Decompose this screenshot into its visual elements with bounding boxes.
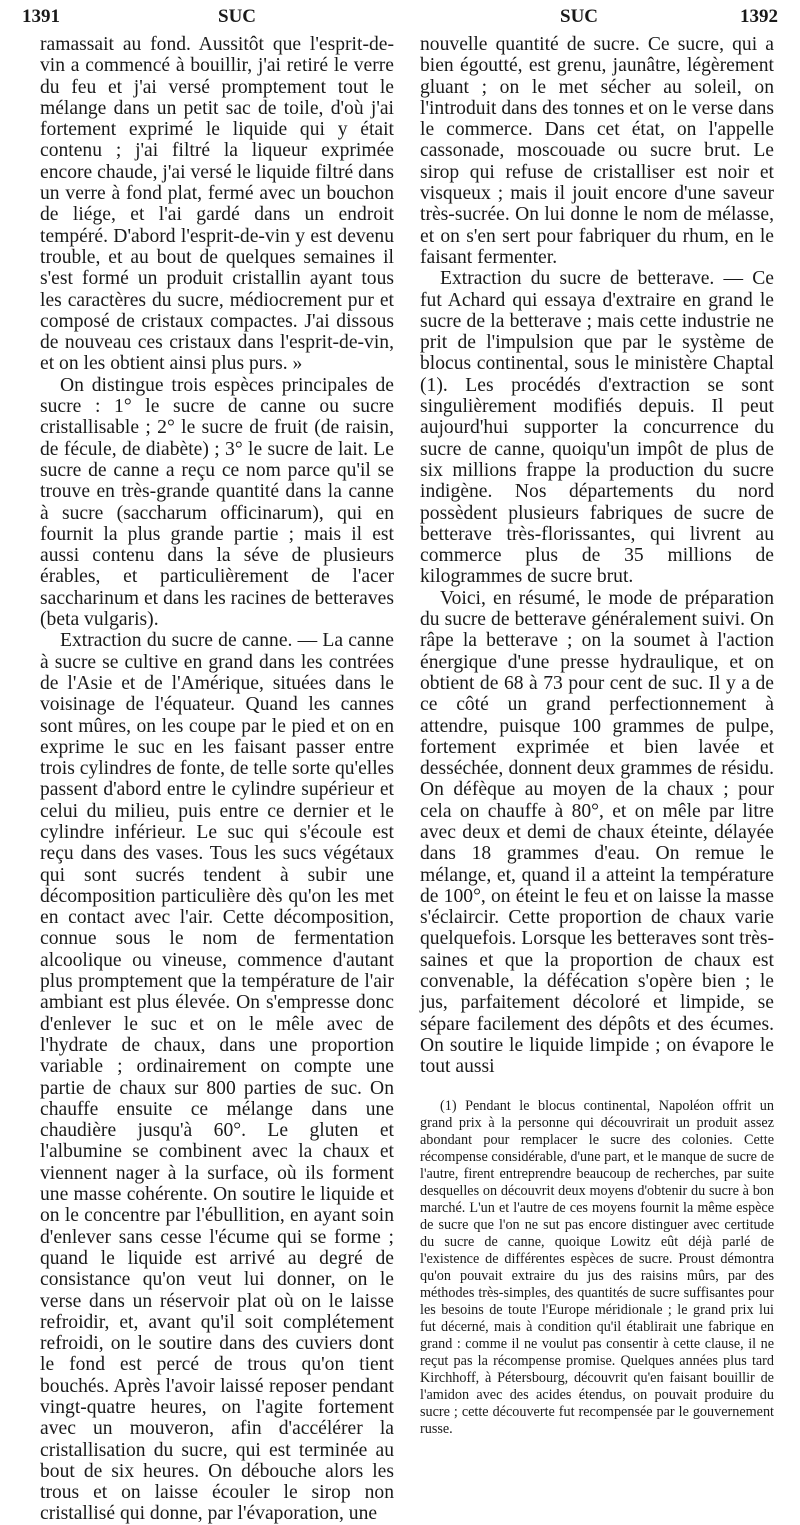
right-column (420, 34, 774, 1438)
footnote: (1) Pendant le blocus continental, Napoléon offrit un grand prix à la personne qui découvrirait un produit assez abondant pour remplacer le sucre des colonies. Cette récompense considérable, d'une part, et le manque de sucre de l'autre, firent entreprendre beaucoup de recherches, par suite desquelles on découvrit deux moyens d'obtenir du sucre à bon marché. L'un et l'autre de ces moyens fournit la même espèce de sucre que l'on ne sut pas encore distinguer avec certitude du sucre de canne, quoique Lowitz eût déjà parlé de l'existence de différentes espèces de sucre. Proust démontra qu'on pouvait extraire du jus des raisins mûrs, par des méthodes très-simples, des quantités de sucre suffisantes pour les besoins de toute l'Europe méridionale ; le grand prix lui fut décerné, mais à condition qu'il établirait une fabrique en grand : comme il ne voulut pas consentir à cette clause, il ne reçut pas la récompense promise. Quelques années plus tard Kirchhoff, à Pétersbourg, découvrit qu'en faisant bouillir de l'amidon avec des acides étendus, on pouvait produire du sucre ; cette découverte fut recompensée par le gouvernement russe. (420, 1097, 774, 1437)
paragraph: On distingue trois espèces principales de sucre : 1° le sucre de canne ou sucre cristallisable ; 2° le sucre de fruit (de raisin, de fécule, de diabète) ; 3° le sucre de lait. Le sucre de canne a reçu ce nom parce qu'il se trouve en très-grande quantité dans la canne à sucre (saccharum officinarum), qui en fournit la plus grande partie ; mais il est aussi contenu dans la séve de plusieurs érables, et particulièrement de l'acer saccharinum et dans les racines de betteraves (beta vulgaris). (40, 374, 394, 631)
footnotes (420, 1098, 774, 1438)
left-page-number: 1391 (22, 6, 60, 27)
paragraph: Extraction du sucre de betterave. — Ce fut Achard qui essaya d'extraire en grand le sucre de la betterave ; mais cette industrie ne prit de l'impulsion que par le système de blocus continental, sous le ministère Chaptal (1). Les procédés d'extraction se sont singulièrement modifiés depuis. Il peut aujourd'hui supporter la concurrence du sucre de canne, quoiqu'un impôt de plus de six millions frappe la production du sucre indigène. Nos départements du nord possèdent plusieurs fabriques de sucre de betterave très-florissantes, qui livrent au commerce plus de 35 millions de kilogrammes de sucre brut. (420, 268, 774, 588)
right-running-title: SUC (560, 6, 599, 27)
paragraph: ramassait au fond. Aussitôt que l'esprit-de-vin a commencé à bouillir, j'ai retiré le verre du feu et j'ai versé promptement tout le mélange dans un petit sac de toile, d'où j'ai fortement exprimé le liquide qui y était contenu ; j'ai filtré la liqueur exprimée encore chaude, j'ai versé le liquide filtré dans un verre à fond plat, fermé avec un bouchon de liége, et l'ai gardé dans un endroit tempéré. D'abord l'esprit-de-vin y est devenu trouble, et au bout de quelques semaines il s'est formé un produit cristallin ayant tous les caractères du sucre, médiocrement pur et composé de cristaux compactes. J'ai dissous de nouveau ces cristaux dans l'esprit-de-vin, et on les obtient ainsi plus purs. » (40, 34, 394, 375)
paragraph: nouvelle quantité de sucre. Ce sucre, qui a bien égoutté, est grenu, jaunâtre, légèrement gluant ; on le met sécher au soleil, on l'introduit dans des tonnes et on le verse dans le commerce. Dans cet état, on l'appelle cassonade, moscouade ou sucre brut. Le sirop qui refuse de cristalliser est noir et visqueux ; mais il jouit encore d'une saveur très-sucrée. On lui donne le nom de mélasse, et on s'en sert pour fabriquer du rhum, en le faisant fermenter. (420, 34, 774, 268)
paragraph: Voici, en résumé, le mode de préparation du sucre de betterave généralement suivi. On râpe la betterave ; on la soumet à l'action énergique d'une presse hydraulique, et on obtient de 68 à 73 pour cent de suc. Il y a de ce côté un grand perfectionnement à attendre, puisque 100 grammes de pulpe, fortement exprimée et bien lavée et desséchée, donnent deux grammes de résidu. On défèque au moyen de la chaux ; pour cela on chauffe à 80°, et on mêle par litre avec deux et demi de chaux éteinte, délayée dans 18 grammes d'eau. On remue le mélange, et, quand il a atteint la température de 100°, on éteint le feu et on laisse la masse s'éclaircir. Cette proportion de chaux varie quelquefois. Lorsque les betteraves sont très-saines et que la proportion de chaux est convenable, la défécation s'opère bien ; le jus, parfaitement décoloré et limpide, se sépare facilement des dépôts et des écumes. On soutire le liquide limpide ; on évapore le tout aussi (420, 587, 774, 1078)
right-page-number: 1392 (740, 6, 778, 27)
left-column (40, 34, 394, 1525)
paragraph: Extraction du sucre de canne. — La canne à sucre se cultive en grand dans les contrées de l'Asie et de l'Amérique, situées dans le voisinage de l'équateur. Quand les cannes sont mûres, on les coupe par le pied et on en exprime le suc en les faisant passer entre trois cylindres de fonte, de telle sorte qu'elles passent d'abord entre le cylindre supérieur et celui du milieu, puis entre ce dernier et le cylindre inférieur. Le suc qui s'écoule est reçu dans des vases. Tous les sucs végétaux qui sont sucrés tendent à subir une décomposition particulière dès qu'on les met en contact avec l'air. Cette décomposition, connue sous le nom de fermentation alcoolique ou vineuse, commence d'autant plus promptement que la température de l'air ambiant est plus élevée. On s'empresse donc d'enlever le suc et on le mêle avec de l'hydrate de chaux, dans une proportion variable ; ordinairement on compte une partie de chaux sur 800 parties de suc. On chauffe ensuite ce mélange dans une chaudière jusqu'à 60°. Le gluten et l'albumine se combinent avec la chaux et viennent nager à la surface, où ils forment une masse cohérente. On soutire le liquide et on le concentre par l'ébullition, en ayant soin d'enlever sans cesse l'écume qui se forme ; quand le liquide est arrivé au degré de consistance qu'on veut lui donner, on le verse dans un réservoir plat où on le laisse refroidir, et, avant qu'il soit complétement refroidi, on le soutire dans des cuviers dont le fond est percé de trous qu'on tient bouchés. Après l'avoir laissé reposer pendant vingt-quatre heures, on l'agite fortement avec un mouveron, afin d'accélérer la cristallisation du sucre, qui est terminée au bout de six heures. On débouche alors les trous et on laisse écouler le sirop non cristallisé qui donne, par l'évaporation, une (40, 630, 394, 1525)
running-header (22, 6, 778, 32)
left-running-title: SUC (218, 6, 257, 27)
